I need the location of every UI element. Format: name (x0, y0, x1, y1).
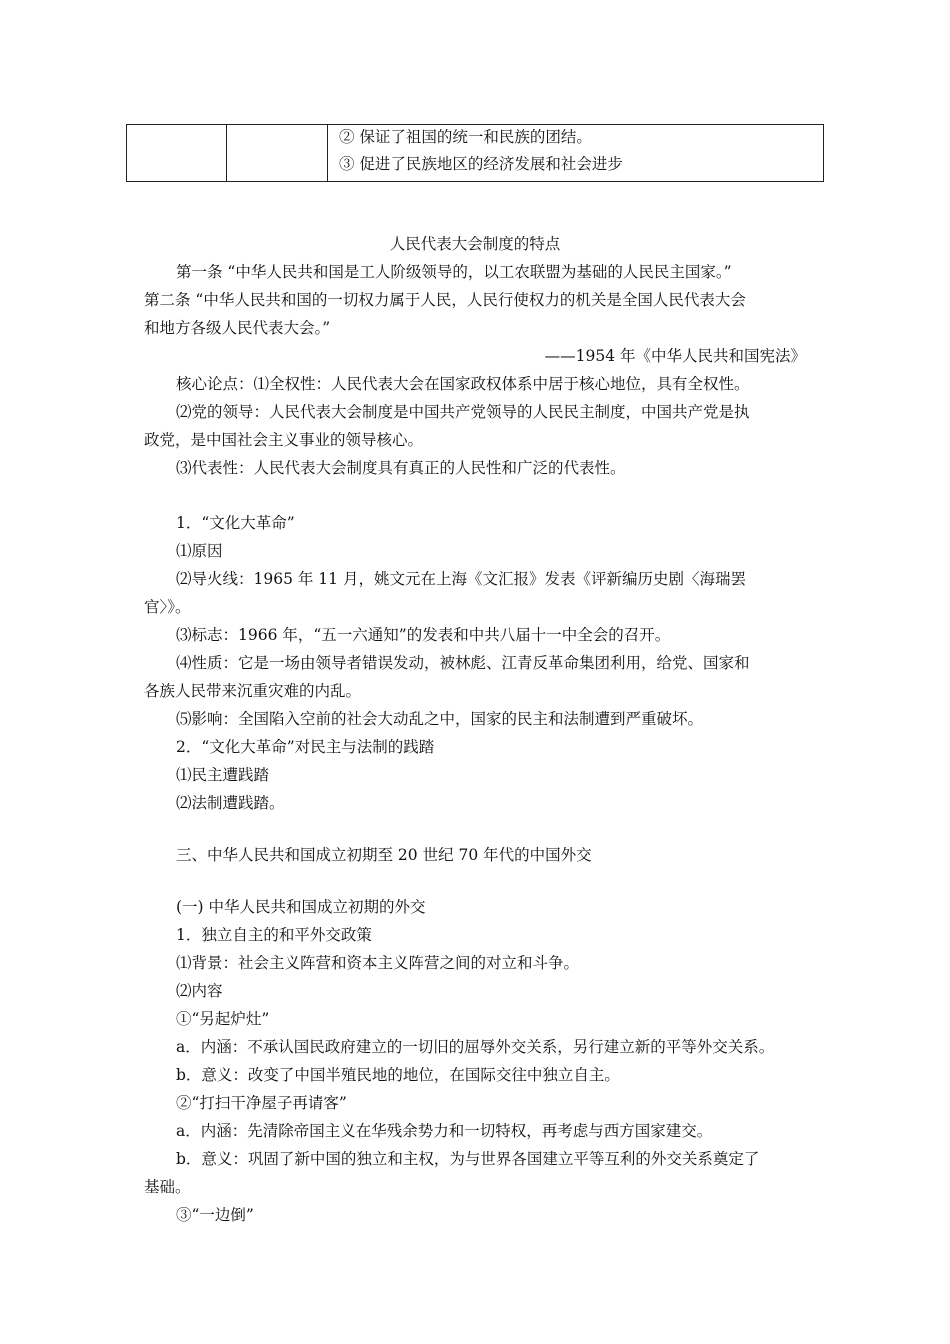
paragraph: b．意义：改变了中国半殖民地的地位，在国际交往中独立自主。 (176, 1066, 620, 1084)
paragraph: ⑵党的领导：人民代表大会制度是中国共产党领导的人民民主制度，中国共产党是执 (176, 403, 750, 421)
paragraph: ⑵导火线：1965 年 11 月，姚文元在上海《文汇报》发表《评新编历史剧〈海瑞罢 (176, 570, 746, 588)
paragraph: ⑴民主遭践踏 (176, 766, 270, 784)
quote-line: 第二条 “中华人民共和国的一切权力属于人民，人民行使权力的机关是全国人民代表大会 (144, 291, 746, 309)
table-cell-text: ③ 促进了民族地区的经济发展和社会进步 (339, 155, 623, 173)
section-heading: 三、中华人民共和国成立初期至 20 世纪 70 年代的中国外交 (176, 846, 592, 864)
paragraph: ②“打扫干净屋子再请客” (176, 1094, 347, 1112)
paragraph: ⑵法制遭践踏。 (176, 794, 285, 812)
paragraph: 政党，是中国社会主义事业的领导核心。 (144, 431, 424, 449)
paragraph: ⑶标志：1966 年，“五一六通知”的发表和中共八届十一中全会的召开。 (176, 626, 671, 644)
paragraph: ⑴背景：社会主义阵营和资本主义阵营之间的对立和斗争。 (176, 954, 580, 972)
quote-line: 第一条 “中华人民共和国是工人阶级领导的，以工农联盟为基础的人民民主国家。” (176, 263, 732, 281)
quote-source: ——1954 年《中华人民共和国宪法》 (544, 347, 806, 365)
paragraph: ⑸影响：全国陷入空前的社会大动乱之中，国家的民主和法制遭到严重破坏。 (176, 710, 704, 728)
paragraph: b．意义：巩固了新中国的独立和主权，为与世界各国建立平等互利的外交关系奠定了 (176, 1150, 760, 1168)
paragraph: a．内涵：先清除帝国主义在华残余势力和一切特权，再考虑与西方国家建交。 (176, 1122, 713, 1140)
table-cell-text: ② 保证了祖国的统一和民族的团结。 (339, 128, 592, 146)
paragraph: ⑶代表性：人民代表大会制度具有真正的人民性和广泛的代表性。 (176, 459, 626, 477)
subsection-heading: (一) 中华人民共和国成立初期的外交 (176, 898, 426, 916)
section-title: 人民代表大会制度的特点 (389, 235, 561, 253)
paragraph: ③“一边倒” (176, 1206, 254, 1224)
paragraph: 核心论点：⑴全权性：人民代表大会在国家政权体系中居于核心地位，具有全权性。 (176, 375, 750, 393)
paragraph: 各族人民带来沉重灾难的内乱。 (144, 682, 362, 700)
paragraph: ①“另起炉灶” (176, 1010, 270, 1028)
table-column-divider (226, 125, 227, 181)
table-column-divider (327, 125, 328, 181)
paragraph: 基础。 (144, 1178, 191, 1196)
heading: 1．独立自主的和平外交政策 (176, 926, 372, 944)
heading: 1．“文化大革命” (176, 514, 295, 532)
paragraph: ⑵内容 (176, 982, 223, 1000)
table-fragment (126, 124, 824, 182)
paragraph: ⑴原因 (176, 542, 223, 560)
paragraph: ⑷性质：它是一场由领导者错误发动，被林彪、江青反革命集团利用，给党、国家和 (176, 654, 750, 672)
paragraph: 官〉》。 (144, 598, 191, 616)
heading: 2．“文化大革命”对民主与法制的践踏 (176, 738, 435, 756)
quote-line: 和地方各级人民代表大会。” (144, 319, 331, 337)
paragraph: a．内涵：不承认国民政府建立的一切旧的屈辱外交关系，另行建立新的平等外交关系。 (176, 1038, 775, 1056)
